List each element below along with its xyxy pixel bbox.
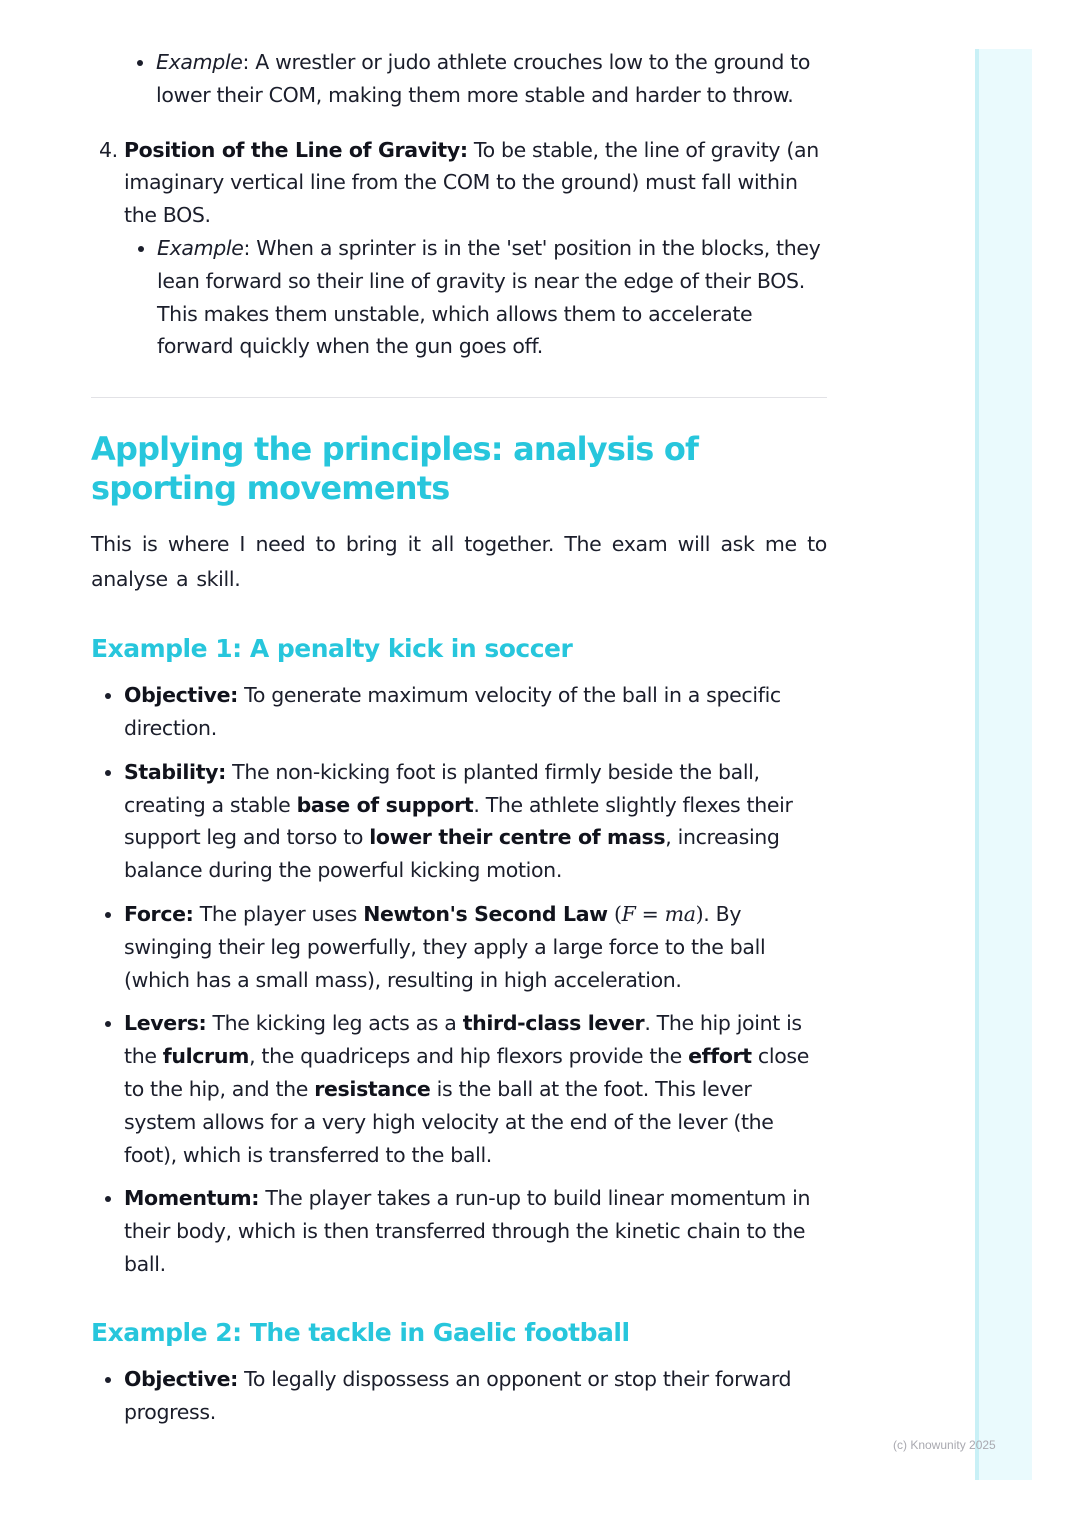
item-text: is the ball at the foot. This lever system allows for a very high velocity at the end of the lever (the foot), which is transferred to the ball. (124, 1076, 774, 1167)
item-text: . By swinging their leg powerfully, they apply a large force to the ball (which has a small mass), resulting in high acceleration. (124, 901, 766, 992)
example1-heading: Example 1: A penalty kick in soccer (91, 634, 573, 664)
item-emphasis: lower their centre of mass (369, 825, 666, 850)
item-emphasis: effort (688, 1044, 752, 1069)
wrestler-example-item (156, 46, 827, 112)
item-text: close to the hip, and the (124, 1044, 809, 1101)
example-text: : When a sprinter is in the 'set' position in the blocks, they lean forward so their line of gravity is near the edge of their BOS. This makes them unstable, which allows them to accelerate forward quickly when the gun goes off. (157, 235, 821, 359)
item-text: To generate maximum velocity of the ball in a specific direction. (124, 683, 781, 740)
example-label: Example (157, 235, 244, 260)
item-emphasis: base of support (296, 792, 474, 817)
sidebar-panel (979, 49, 1032, 1480)
item-label: Objective: (124, 1366, 238, 1391)
item-text: The non-kicking foot is planted firmly beside the ball, creating a stable (124, 759, 760, 817)
item-text: The player takes a run-up to build linear momentum in their body, which is then transferred through the kinetic chain to the ball. (124, 1186, 811, 1276)
example-label: Example (156, 50, 243, 74)
example2-list (91, 1363, 827, 1429)
example1-list (91, 679, 827, 1281)
list-item-objective (124, 1363, 827, 1429)
item-label: Levers: (124, 1011, 207, 1036)
principle-item-line-of-gravity (124, 134, 827, 364)
item-label: Momentum: (124, 1186, 260, 1211)
example2-heading: Example 2: The tackle in Gaelic football (91, 1317, 630, 1347)
item-emphasis: fulcrum (162, 1044, 250, 1069)
section-heading: Applying the principles: analysis of sporting movements (91, 430, 699, 508)
list-item-force (124, 898, 827, 996)
list-item-stability (124, 756, 827, 887)
list-item-levers (124, 1007, 827, 1171)
sprinter-example-list (124, 232, 827, 363)
principle-title: Position of the Line of Gravity: (124, 137, 468, 162)
example-text: : A wrestler or judo athlete crouches low to the ground to lower their COM, making them more stable and harder to throw. (156, 50, 811, 107)
item-text: . The hip joint is the (124, 1011, 802, 1069)
principle-list (91, 134, 827, 364)
item-label: Stability: (124, 759, 227, 784)
document-content (91, 46, 827, 1439)
section-intro: This is where I need to bring it all together. The exam will ask me to analyse a skill. (91, 532, 827, 592)
section-divider (91, 397, 827, 398)
item-label: Force: (124, 901, 194, 926)
formula-equals: = (635, 901, 665, 926)
sprinter-example-item (157, 232, 827, 363)
item-text: The kicking leg acts as a (206, 1011, 463, 1036)
item-emphasis: Newton's Second Law (363, 901, 608, 926)
formula (608, 902, 704, 926)
principle-text: To be stable, the line of gravity (an imaginary vertical line from the COM to the ground) must fall within the BOS. (124, 137, 819, 228)
list-item-momentum (124, 1182, 827, 1280)
item-text: To legally dispossess an opponent or stop their forward progress. (124, 1366, 792, 1424)
item-text: , the quadriceps and hip flexors provide the (249, 1044, 689, 1069)
formula-paren: ( (607, 901, 622, 926)
item-label: Objective: (124, 683, 238, 708)
item-text: , increasing balance during the powerful kicking motion. (124, 825, 780, 883)
list-item-objective (124, 679, 827, 745)
formula-paren: ) (695, 901, 704, 926)
copyright-footer: (c) Knowunity 2025 (893, 1438, 996, 1452)
item-text: . The athlete slightly flexes their support leg and torso to (124, 792, 793, 850)
wrestler-example-list (91, 46, 827, 112)
item-emphasis: resistance (314, 1076, 431, 1101)
formula-variable: F (621, 901, 636, 926)
formula-variable: ma (664, 901, 696, 926)
item-text: The player uses (193, 901, 364, 926)
item-emphasis: third-class lever (462, 1011, 645, 1036)
